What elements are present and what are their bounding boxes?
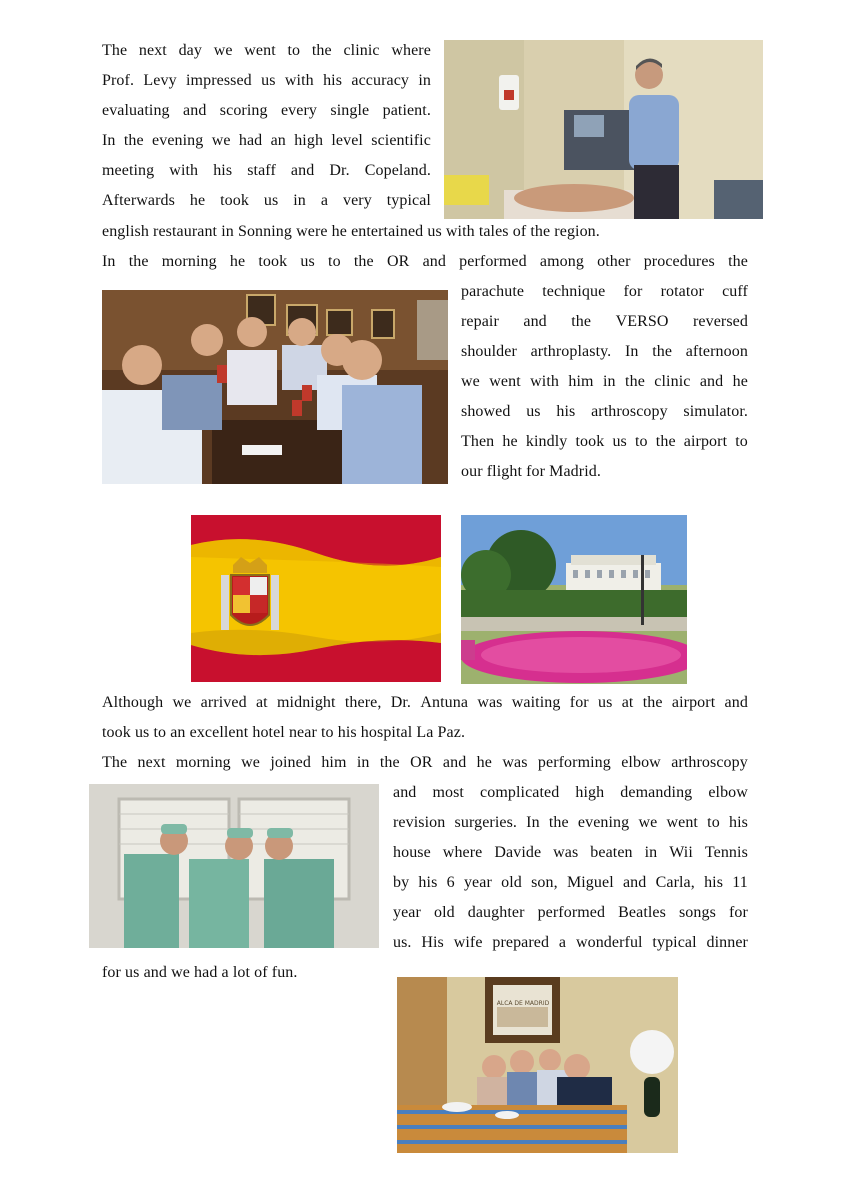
text-line: Afterwards he took us in a very typical — [102, 192, 431, 209]
text-line: for us and we had a lot of fun. — [102, 964, 298, 981]
family-dinner-photo — [397, 977, 678, 1153]
text-line: took us to an excellent hotel near to his hospital La Paz. — [102, 724, 466, 741]
text-line: In the evening we had an high level scientific — [102, 132, 431, 149]
text-line: The next morning we joined him in the OR and he was performing elbow arthroscopy — [102, 754, 748, 771]
text-line: english restaurant in Sonning were he entertained us with tales of the region. — [102, 223, 600, 240]
text-line: repair and the VERSO reversed — [461, 313, 748, 330]
text-line: house where Davide was beaten in Wii Tennis — [393, 844, 748, 861]
text-line: us. His wife prepared a wonderful typical dinner — [393, 934, 748, 951]
text-line: shoulder arthroplasty. In the afternoon — [461, 343, 748, 360]
photo-sign-text: ALCA DE MADRID — [496, 1000, 550, 1007]
text-line: evaluating and scoring every single patient. — [102, 102, 431, 119]
text-line: and most complicated high demanding elbow — [393, 784, 748, 801]
text-line: parachute technique for rotator cuff — [461, 283, 748, 300]
text-line: showed us his arthroscopy simulator. — [461, 403, 748, 420]
text-line: In the morning he took us to the OR and performed among other procedures the — [102, 253, 748, 270]
text-line: Then he kindly took us to the airport to — [461, 433, 748, 450]
text-line: meeting with his staff and Dr. Copeland. — [102, 162, 431, 179]
surgical-team-photo — [89, 784, 379, 948]
restaurant-group-photo — [102, 290, 448, 484]
text-line: revision surgeries. In the evening we went to his — [393, 814, 748, 831]
text-line: by his 6 year old son, Miguel and Carla, his 11 — [393, 874, 748, 891]
text-line: The next day we went to the clinic where — [102, 42, 431, 59]
text-line: Although we arrived at midnight there, Dr. Antuna was waiting for us at the airport and — [102, 694, 748, 711]
palace-garden-photo — [461, 515, 687, 684]
clinic-ultrasound-photo — [444, 40, 763, 219]
text-line: our flight for Madrid. — [461, 463, 601, 480]
text-line: year old daughter performed Beatles songs for — [393, 904, 748, 921]
spanish-flag-image — [191, 515, 441, 682]
text-line: Prof. Levy impressed us with his accuracy in — [102, 72, 431, 89]
text-line: we went with him in the clinic and he — [461, 373, 748, 390]
